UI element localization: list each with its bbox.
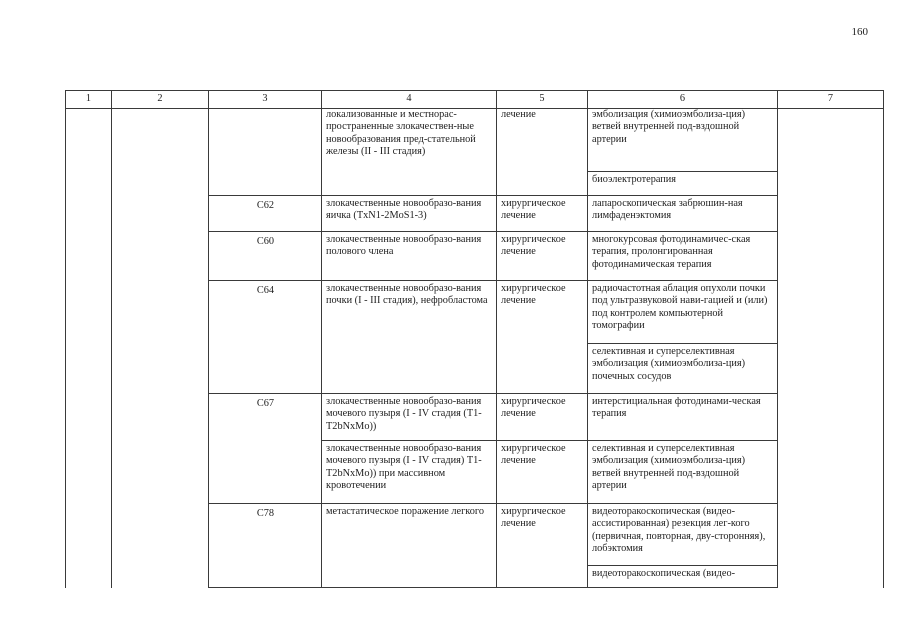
treatment-cell: лечение <box>497 109 588 196</box>
header-col-7: 7 <box>778 91 884 109</box>
method-cell: селективная и суперселективная эмболизация (химиоэмболиза-ция) ветвей внутренней под-вздошной артерии <box>588 441 778 504</box>
header-col-5: 5 <box>497 91 588 109</box>
diagnosis-cell: злокачественные новообразо-вания полового члена <box>322 232 497 281</box>
diagnosis-cell: злокачественные новообразо-вания мочевого пузыря (I - IV стадия (T1-T2bNxMo)) <box>322 394 497 441</box>
treatment-table <box>65 90 884 588</box>
diagnosis-cell: локализованные и местнорас-пространенные злокачествен-ные новообразования пред-стательной железы (II - III стадия) <box>322 109 497 196</box>
diagnosis-cell: злокачественные новообразо-вания яичка (TxN1-2MoS1-3) <box>322 196 497 232</box>
header-col-2: 2 <box>112 91 209 109</box>
table-row <box>66 109 884 172</box>
diagnosis-cell: злокачественные новообразо-вания почки (I - III стадия), нефробластома <box>322 281 497 394</box>
method-cell: интерстициальная фотодинами-ческая терапия <box>588 394 778 441</box>
code-cell: C62 <box>209 196 322 232</box>
method-cell: селективная и суперселективная эмболизация (химиоэмболиза-ция) почечных сосудов <box>588 344 778 394</box>
header-col-6: 6 <box>588 91 778 109</box>
treatment-cell: хирургическое лечение <box>497 232 588 281</box>
col-1-cell <box>66 109 112 588</box>
header-row <box>66 91 884 109</box>
col-7-cell <box>778 109 884 588</box>
method-cell: биоэлектротерапия <box>588 172 778 196</box>
treatment-cell: хирургическое лечение <box>497 196 588 232</box>
treatment-cell: хирургическое лечение <box>497 394 588 441</box>
method-cell: радиочастотная аблация опухоли почки под ультразвуковой нави-гацией и (или) под контролем компьютерной томографии <box>588 281 778 344</box>
method-cell: видеоторакоскопическая (видео-ассистированная) резекция лег-кого (первичная, повторная, дву-сторонняя), лобэктомия <box>588 504 778 566</box>
code-cell: C67 <box>209 394 322 504</box>
diagnosis-cell: злокачественные новообразо-вания мочевого пузыря (I - IV стадия) T1-T2bNxMo)) при массивном кровотечении <box>322 441 497 504</box>
page-number: 160 <box>851 26 868 38</box>
method-cell: лапароскопическая забрюшин-ная лимфаденэктомия <box>588 196 778 232</box>
col-2-cell <box>112 109 209 588</box>
treatment-cell: хирургическое лечение <box>497 504 588 588</box>
code-cell: C78 <box>209 504 322 588</box>
code-cell: C64 <box>209 281 322 394</box>
diagnosis-cell: метастатическое поражение легкого <box>322 504 497 588</box>
header-col-4: 4 <box>322 91 497 109</box>
header-col-3: 3 <box>209 91 322 109</box>
code-cell <box>209 109 322 196</box>
code-cell: C60 <box>209 232 322 281</box>
treatment-cell: хирургическое лечение <box>497 441 588 504</box>
header-col-1: 1 <box>66 91 112 109</box>
method-cell: видеоторакоскопическая (видео- <box>588 566 778 588</box>
treatment-cell: хирургическое лечение <box>497 281 588 394</box>
method-cell: многокурсовая фотодинамичес-ская терапия, пролонгированная фотодинамическая терапия <box>588 232 778 281</box>
method-cell: эмболизация (химиоэмболиза-ция) ветвей внутренней под-вздошной артерии <box>588 109 778 172</box>
